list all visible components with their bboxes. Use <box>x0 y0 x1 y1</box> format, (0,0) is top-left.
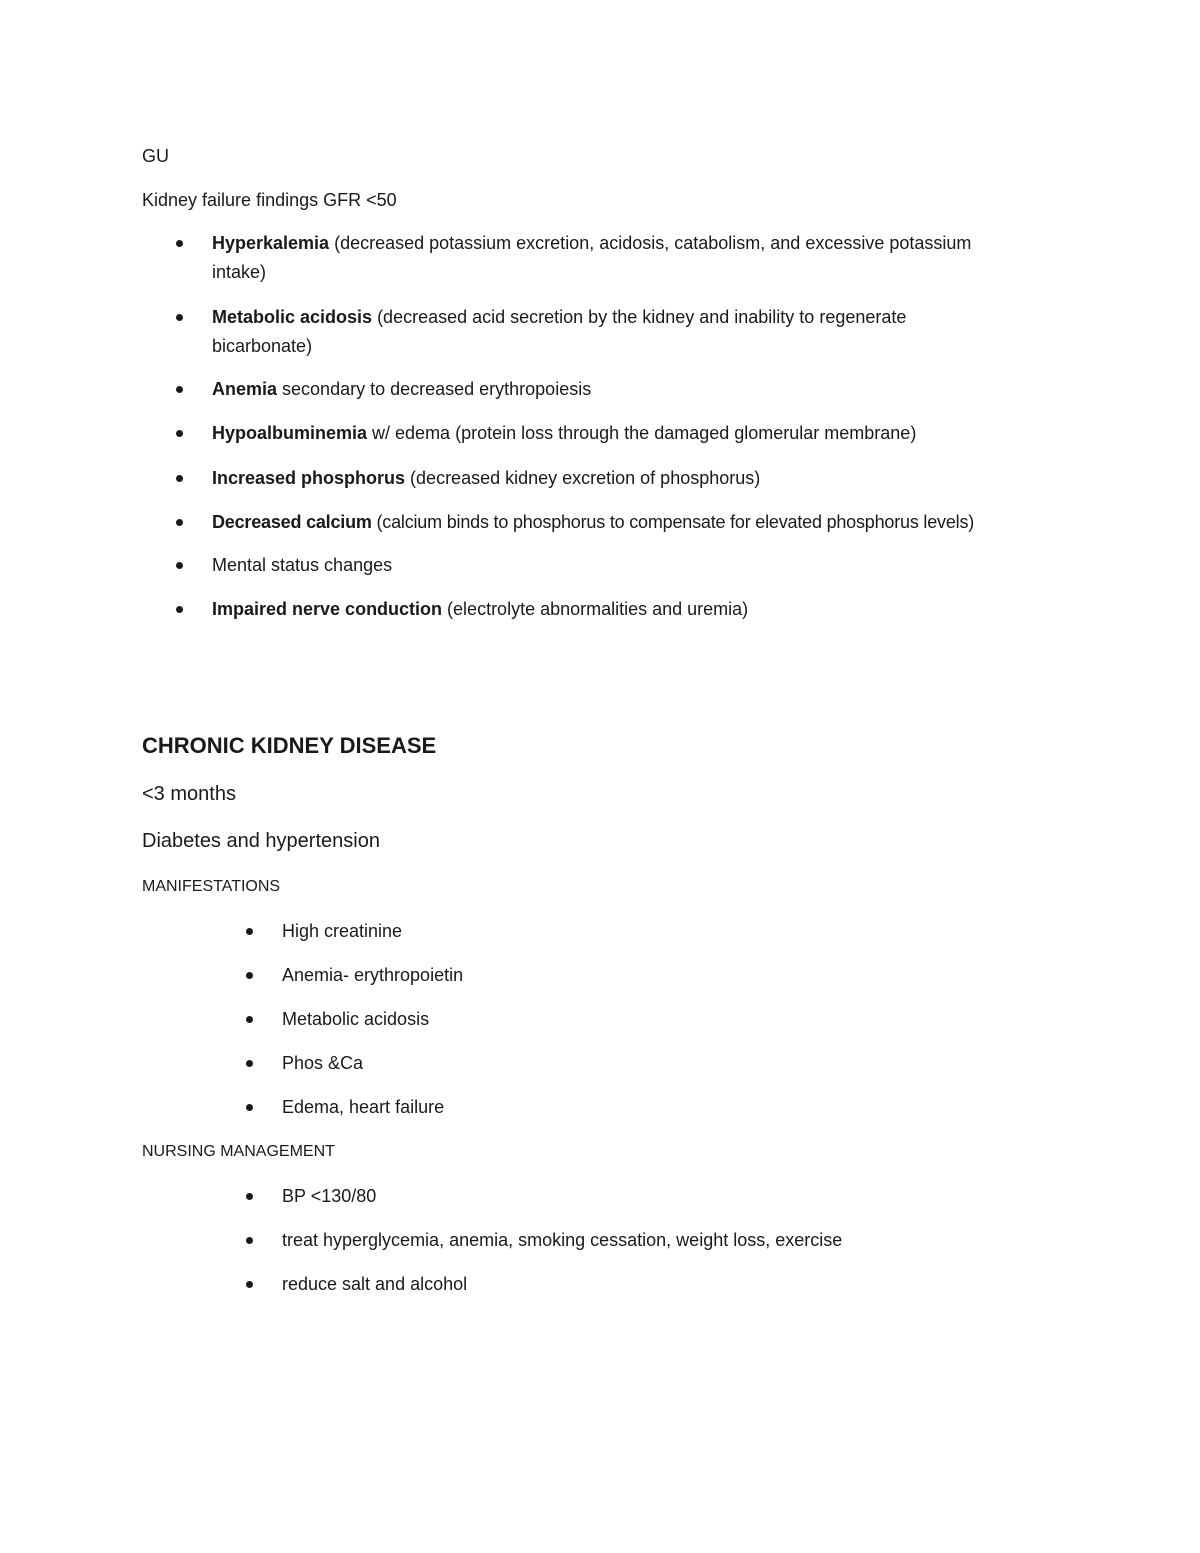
finding-detail: (decreased kidney excretion of phosphorus) <box>405 468 761 488</box>
nursing-label: NURSING MANAGEMENT <box>142 1143 335 1160</box>
bullet-icon <box>176 240 183 247</box>
list-item <box>176 229 1056 287</box>
nursing-text: BP <130/80 <box>282 1186 377 1206</box>
manifestations-label: MANIFESTATIONS <box>142 878 281 895</box>
bullet-icon <box>246 1060 253 1067</box>
finding-detail: secondary to decreased erythropoiesis <box>277 379 592 399</box>
list-item <box>246 1005 429 1034</box>
ckd-title: CHRONIC KIDNEY DISEASE <box>142 733 437 758</box>
finding-term: Metabolic acidosis <box>212 307 373 327</box>
list-item <box>176 508 1096 537</box>
manifestation-text: Metabolic acidosis <box>282 1009 430 1029</box>
bullet-icon <box>246 972 253 979</box>
list-item <box>246 917 402 946</box>
bullet-icon <box>246 1281 253 1288</box>
finding-detail: (decreased acid secretion by the kidney and inability to regenerate <box>372 307 907 327</box>
manifestation-text: Anemia- erythropoietin <box>282 965 464 985</box>
list-item <box>246 1093 444 1122</box>
finding-detail: (decreased potassium excretion, acidosis, catabolism, and excessive potassium <box>329 233 972 253</box>
ckd-causes: Diabetes and hypertension <box>142 830 380 852</box>
manifestation-text: Phos &Ca <box>282 1053 364 1073</box>
list-item <box>246 1182 376 1211</box>
section-label: GU <box>142 146 169 166</box>
bullet-icon <box>176 386 183 393</box>
finding-detail-cont: bicarbonate) <box>212 336 313 356</box>
list-item <box>246 1270 467 1299</box>
bullet-icon <box>246 1016 253 1023</box>
finding-term: Hypoalbuminemia <box>212 423 368 443</box>
nursing-text: reduce salt and alcohol <box>282 1274 468 1294</box>
bullet-icon <box>246 1193 253 1200</box>
finding-detail: (calcium binds to phosphorus to compensate for elevated phosphorus levels) <box>371 512 975 532</box>
finding-term: Decreased calcium <box>212 512 372 532</box>
list-item <box>176 551 1056 580</box>
bullet-icon <box>246 928 253 935</box>
bullet-icon <box>176 430 183 437</box>
bullet-icon <box>176 475 183 482</box>
bullet-icon <box>176 606 183 613</box>
bullet-icon <box>176 314 183 321</box>
list-item <box>246 1049 363 1078</box>
list-item <box>176 595 1056 624</box>
intro-line: Kidney failure findings GFR <50 <box>142 190 397 210</box>
manifestation-text: Edema, heart failure <box>282 1097 445 1117</box>
finding-term: Impaired nerve conduction <box>212 599 443 619</box>
finding-term: Hyperkalemia <box>212 233 330 253</box>
list-item <box>176 303 1056 361</box>
ckd-duration: <3 months <box>142 783 236 805</box>
list-item <box>176 464 1076 493</box>
list-item <box>246 1226 842 1255</box>
list-item <box>176 419 1056 448</box>
finding-detail-cont: intake) <box>212 262 267 282</box>
bullet-icon <box>176 562 183 569</box>
bullet-icon <box>246 1237 253 1244</box>
list-item <box>176 375 1056 404</box>
finding-detail: Mental status changes <box>212 555 393 575</box>
bullet-icon <box>246 1104 253 1111</box>
list-item <box>246 961 463 990</box>
nursing-text: treat hyperglycemia, anemia, smoking cessation, weight loss, exercise <box>282 1230 843 1250</box>
finding-detail: (electrolyte abnormalities and uremia) <box>442 599 749 619</box>
bullet-icon <box>176 519 183 526</box>
finding-detail: w/ edema (protein loss through the damaged glomerular membrane) <box>367 423 917 443</box>
finding-term: Increased phosphorus <box>212 468 406 488</box>
finding-term: Anemia <box>212 379 278 399</box>
manifestation-text: High creatinine <box>282 921 403 941</box>
